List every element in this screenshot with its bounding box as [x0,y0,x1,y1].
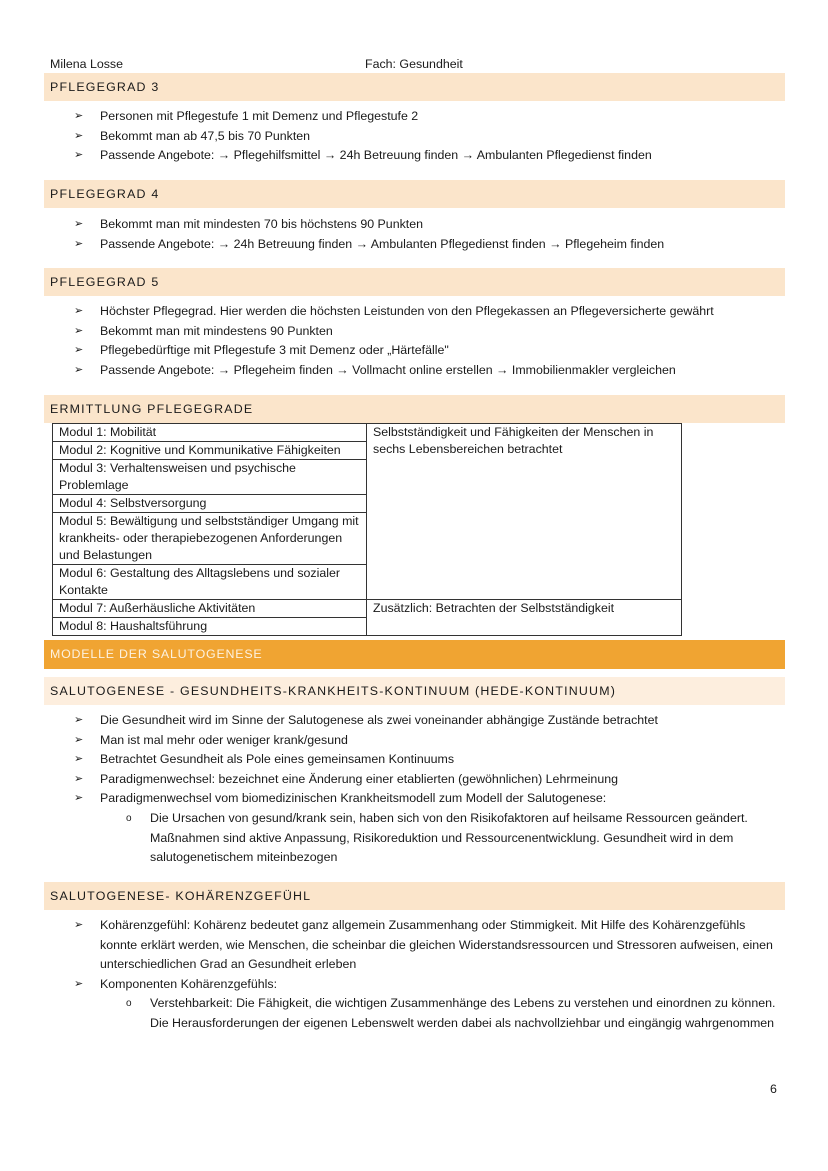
module-cell: Modul 3: Verhaltensweisen und psychische Problemlage [53,460,367,495]
module-cell: Modul 1: Mobilität [53,424,367,442]
list-item: ➢ Passende Angebote: → Pflegehilfsmittel → 24h Betreuung finden → Ambulanten Pflegedienst finden [0,146,828,166]
list-item: ➢ Passende Angebote: → Pflegeheim finden → Vollmacht online erstellen → Immobilienmakler vergleichen [0,361,828,381]
list-item: ➢ Personen mit Pflegestufe 1 mit Demenz und Pflegestufe 2 [0,107,828,127]
sub-list-item: o Verstehbarkeit: Die Fähigkeit, die wichtigen Zusammenhänge des Lebens zu verstehen und einordnen zu können. Die Herausforderungen der eigenen Lebenswelt werden dabei als nachvollziehbar und eingängig wahrgenommen [126,996,776,1030]
arrow-bullet-icon: ➢ [74,792,84,805]
arrow-bullet-icon: ➢ [74,714,84,726]
hede-sub-list [100,809,778,868]
sub-list-item: o Die Ursachen von gesund/krank sein, haben sich von den Risikofaktoren auf heilsame Ressourcen geändert. Maßnahmen sind aktive Anpassung, Risikoreduktion und Ressourcenentwicklung. Gesundheit wird in dem salutogenetischem miteinbezogen [126,810,748,865]
circle-bullet-icon: o [126,998,132,1010]
arrow-bullet-icon: ➢ [74,733,84,746]
list-item: ➢ Betrachtet Gesundheit als Pole eines gemeinsamen Kontinuums [0,750,828,770]
arrow-bullet-icon: ➢ [74,149,84,162]
kohaerenz-sub-list [100,994,778,1033]
module-table [52,423,682,636]
author-name: Milena Losse [50,57,124,71]
list-item: ➢ Bekommt man mit mindesten 70 bis höchstens 90 Punkten [0,215,828,235]
module-cell: Modul 7: Außerhäusliche Aktivitäten [53,600,367,618]
hede-list [0,711,828,868]
kohaerenz-list [0,916,828,1034]
arrow-bullet-icon: ➢ [74,305,84,317]
list-item: ➢ Komponenten Kohärenzgefühls: o Verstehbarkeit: Die Fähigkeit, die wichtigen Zusammenhänge des Lebens zu verstehen und einordnen zu können. Die Herausforderungen der eigenen Lebenswelt werden dabei als nachvollziehbar und eingängig wahrgenommen [0,975,828,1034]
list-item: ➢ Höchster Pflegegrad. Hier werden die höchsten Leistunden von den Pflegekassen an Pflegeversicherte gewährt [0,302,828,322]
list-item: ➢ Pflegebedürftige mit Pflegestufe 3 mit Demenz oder „Härtefälle" [0,341,828,361]
subject-label: Fach: Gesundheit [365,57,463,71]
pflegegrad-4-list [0,215,828,254]
module-cell: Modul 8: Haushaltsführung [53,618,367,636]
list-item: ➢ Kohärenzgefühl: Kohärenz bedeutet ganz allgemein Zusammenhang oder Stimmigkeit. Mit Hilfe des Kohärenzgefühls konnte erklärt werden, wie Menschen, die scheinbar die gleichen Widerstandsressourcen und Stressoren aufweisen, einen unterschiedlichen Grad an Gesundheit erleben [74,918,773,972]
arrow-bullet-icon: ➢ [74,772,84,785]
section-heading-pflegegrad-5: PFLEGEGRAD 5 [44,268,785,296]
module-cell: Modul 2: Kognitive und Kommunikative Fähigkeiten [53,442,367,460]
arrow-bullet-icon: ➢ [74,110,84,122]
arrow-bullet-icon: ➢ [74,324,84,337]
section-heading-pflegegrad-3: PFLEGEGRAD 3 [44,73,785,101]
arrow-bullet-icon: ➢ [74,344,84,357]
list-item: ➢ Paradigmenwechsel: bezeichnet eine Änderung einer etablierten (gewöhnlichen) Lehrmeinung [0,770,828,790]
list-item: ➢ Bekommt man ab 47,5 bis 70 Punkten [0,127,828,147]
arrow-bullet-icon: ➢ [74,977,84,990]
section-heading-pflegegrad-4: PFLEGEGRAD 4 [44,180,785,208]
arrow-bullet-icon: ➢ [74,237,84,250]
section-heading-kohaerenz: SALUTOGENESE- KOHÄRENZGEFÜHL [44,882,785,910]
arrow-bullet-icon: ➢ [74,753,84,766]
module-cell: Modul 5: Bewältigung und selbstständiger Umgang mit krankheits- oder therapiebezogenen Anforderungen und Belastungen [53,513,367,565]
page-header [50,57,784,73]
module-note-7-8: Zusätzlich: Betrachten der Selbstständigkeit [367,600,682,636]
arrow-bullet-icon: ➢ [74,919,84,931]
circle-bullet-icon: o [126,812,132,824]
module-note-1-6: Selbstständigkeit und Fähigkeiten der Menschen in sechs Lebensbereichen betrachtet [367,424,682,600]
module-cell: Modul 4: Selbstversorgung [53,495,367,513]
list-item: ➢ Die Gesundheit wird im Sinne der Salutogenese als zwei voneinander abhängige Zustände betrachtet [0,711,828,731]
chapter-heading-modelle: MODELLE DER SALUTOGENESE [44,640,785,669]
module-cell: Modul 6: Gestaltung des Alltagslebens und sozialer Kontakte [53,565,367,600]
page-number: 6 [770,1082,777,1096]
section-heading-hede: SALUTOGENESE - GESUNDHEITS-KRANKHEITS-KONTINUUM (HEDE-KONTINUUM) [44,677,785,705]
list-item: ➢ Paradigmenwechsel vom biomedizinischen Krankheitsmodell zum Modell der Salutogenese: o Die Ursachen von gesund/krank sein, haben sich von den Risikofaktoren auf heilsame Ressourcen geändert. Maßnahmen sind aktive Anpassung, Risikoreduktion und Ressourcenentwicklung. Gesundheit wird in dem salutogenetischem miteinbezogen [0,789,828,867]
pflegegrad-5-list [0,302,828,380]
list-item: ➢ Passende Angebote: → 24h Betreuung finden → Ambulanten Pflegedienst finden → Pflegeheim finden [0,235,828,255]
section-heading-ermittlung: ERMITTLUNG PFLEGEGRADE [44,395,785,423]
arrow-bullet-icon: ➢ [74,129,84,142]
arrow-bullet-icon: ➢ [74,218,84,230]
list-item: ➢ Bekommt man mit mindestens 90 Punkten [0,322,828,342]
pflegegrad-3-list [0,107,828,166]
arrow-bullet-icon: ➢ [74,363,84,376]
list-item: ➢ Man ist mal mehr oder weniger krank/gesund [0,731,828,751]
